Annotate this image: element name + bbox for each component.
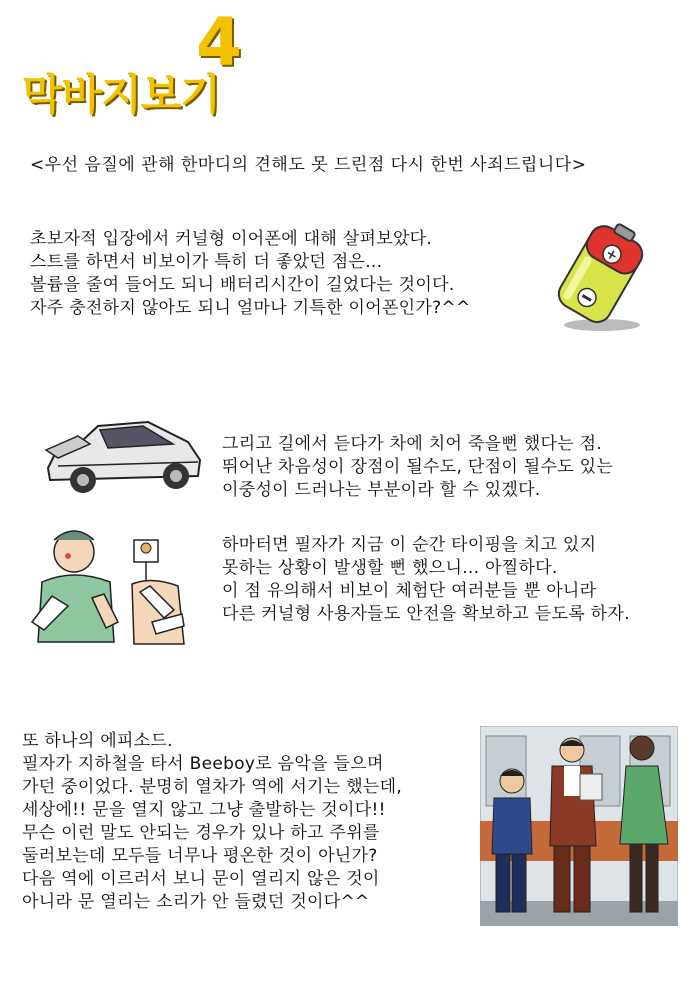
paragraph-line: 스트를 하면서 비보이가 특히 더 좋았던 점은... bbox=[30, 252, 383, 272]
paragraph-line: 못하는 상황이 발생할 뻔 했으니... 아찔하다. bbox=[222, 558, 558, 578]
page-title: 막바지보기 bbox=[22, 70, 220, 119]
crashed-car-illustration bbox=[38, 418, 208, 498]
paragraph-subway-episode bbox=[22, 730, 402, 914]
page-title-number: 4 bbox=[196, 4, 242, 81]
paragraph-line: 자주 충전하지 않아도 되니 얼마나 기특한 이어폰인가?^^ bbox=[30, 298, 471, 318]
paragraph-line: 무슨 이런 말도 안되는 경우가 있나 하고 주위를 bbox=[22, 823, 380, 843]
injured-people-illustration bbox=[22, 522, 202, 652]
battery-icon bbox=[540, 215, 660, 335]
svg-text:+: + bbox=[602, 245, 621, 265]
subway-passengers-illustration bbox=[480, 726, 678, 926]
paragraph-battery bbox=[30, 228, 471, 320]
paragraph-line: 이중성이 드러나는 부분이라 할 수 있겠다. bbox=[222, 480, 541, 500]
paragraph-line: 다른 커널형 사용자들도 안전을 확보하고 듣도록 하자. bbox=[222, 604, 630, 624]
paragraph-line: 초보자적 입장에서 커널형 이어폰에 대해 살펴보았다. bbox=[30, 229, 433, 249]
paragraph-line: 세상에!! 문을 열지 않고 그냥 출발하는 것이다!! bbox=[22, 800, 386, 820]
paragraph-line: 이 점 유의해서 비보이 체험단 여러분들 뿐 아니라 bbox=[222, 581, 597, 601]
paragraph-line: 다음 역에 이르러서 보니 문이 열리지 않은 것이 bbox=[22, 869, 380, 889]
paragraph-car-accident bbox=[222, 433, 613, 502]
paragraph-line: 뛰어난 차음성이 장점이 될수도, 단점이 될수도 있는 bbox=[222, 457, 614, 477]
paragraph-line: 그리고 길에서 듣다가 차에 치어 죽을뻔 했다는 점. bbox=[222, 434, 603, 454]
paragraph-safety bbox=[222, 534, 630, 626]
paragraph-line: 하마터면 필자가 지금 이 순간 타이핑을 치고 있지 bbox=[222, 535, 597, 555]
paragraph-line: 아니라 문 열리는 소리가 안 들렸던 것이다^^ bbox=[22, 892, 370, 912]
paragraph-line: 또 하나의 에피소드. bbox=[22, 731, 173, 751]
paragraph-line: 볼륨을 줄여 들어도 되니 배터리시간이 길었다는 것이다. bbox=[30, 275, 455, 295]
apology-note: <우선 음질에 관해 한마디의 견해도 못 드린점 다시 한번 사죄드립니다> bbox=[30, 155, 587, 175]
paragraph-line: 둘러보는데 모두들 너무나 평온한 것이 아닌가? bbox=[22, 846, 378, 866]
paragraph-line: 필자가 지하철을 타서 Beeboy로 음악을 들으며 bbox=[22, 754, 384, 774]
paragraph-line: 가던 중이었다. 분명히 열차가 역에 서기는 했는데, bbox=[22, 777, 403, 797]
